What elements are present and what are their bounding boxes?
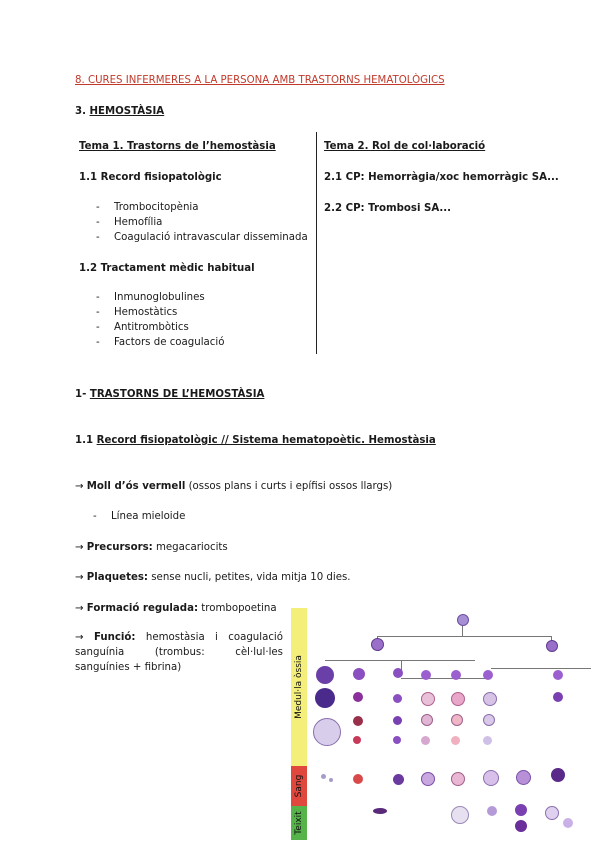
section-title: HEMOSTÀSIA [89,106,165,117]
band-tissue: Teixit [291,806,307,840]
stem-cell [457,614,469,626]
point-formacio: → Formació regulada: trombopoetina [75,603,277,614]
point-moll: → Moll d’ós vermell (ossos plans i curts i epífisi ossos llargs) [75,481,393,492]
heading-1-1: 1.1 Record fisiopatològic // Sistema hematopoètic. Hemostàsia [75,435,436,446]
tema1-title: Tema 1. Trastorns de l’hemostàsia [79,141,276,152]
tema2-title: Tema 2. Rol de col·laboració [324,141,486,152]
section-heading [75,104,164,119]
megakaryoblast-cell [316,666,334,684]
point-precursors: → Precursors: megacariocits [75,542,228,553]
section-number: 3. [75,106,86,117]
band-bone-marrow: Medul·la òssia [291,608,307,766]
myeloid-progenitor [371,638,384,651]
band-blood: Sang [291,766,307,806]
column-divider [316,132,317,354]
subheading-1-1: 1.1 Record fisiopatològic [79,172,222,183]
subheading-1-2: 1.2 Tractament mèdic habitual [79,263,255,274]
point-plaquetes: → Plaquetes: sense nucli, petites, vida mitja 10 dies. [75,572,351,583]
hematopoiesis-diagram [291,608,600,840]
heading-1: 1- TRASTORNS DE L’HEMOSTÀSIA [75,389,265,400]
lymphoid-progenitor [546,640,558,652]
megakaryocyte-cell [313,718,341,746]
right-item-2-1: 2.1 CP: Hemorràgia/xoc hemorràgic SA... [324,172,559,183]
erythrocyte-cell [353,774,363,784]
document-title: 8. CURES INFERMERES A LA PERSONA AMB TRASTORNS HEMATOLÒGICS [75,75,445,86]
right-item-2-2: 2.2 CP: Trombosi SA... [324,203,452,214]
point-funcio: → Funció: hemostàsia i coagulació sanguínia (trombus: cèl·lul·les sanguínies + fibrina) [75,632,284,673]
